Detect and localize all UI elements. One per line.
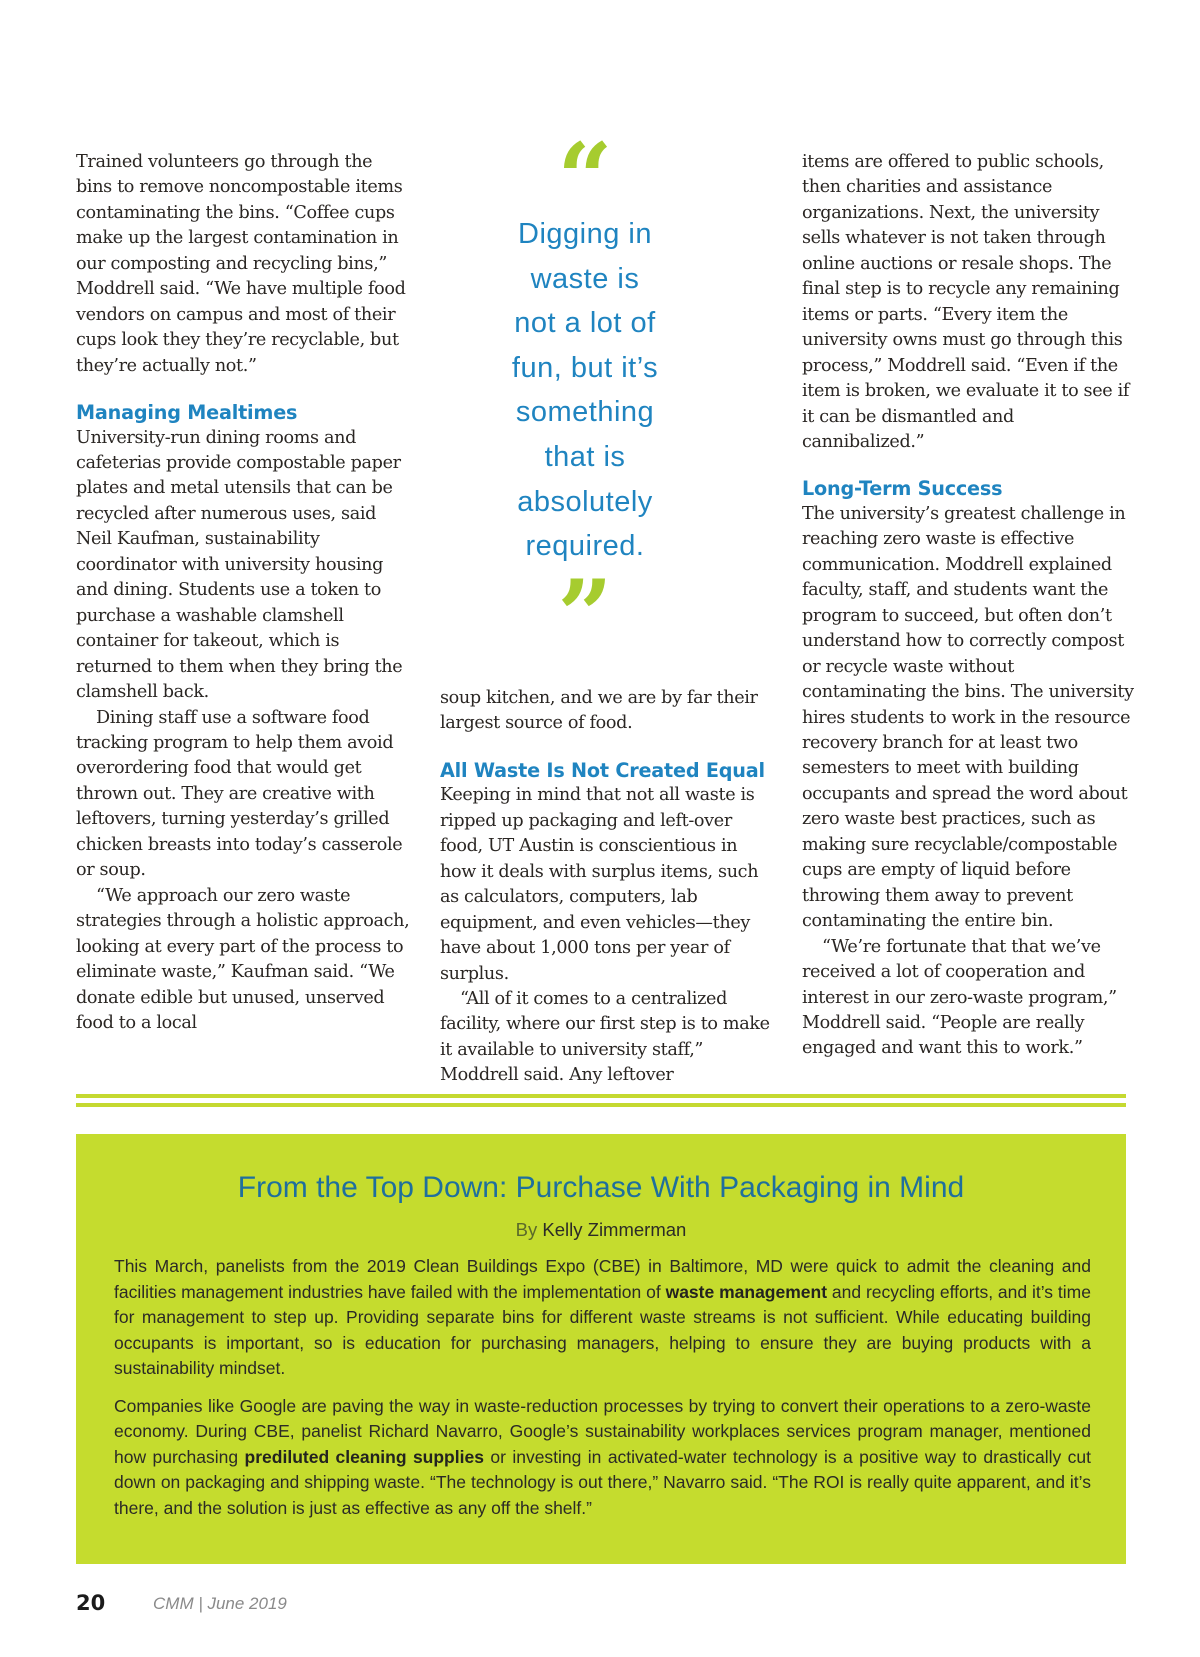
sidebar-title: From the Top Down: Purchase With Packaging in Mind: [237, 1171, 965, 1204]
byline-author: Kelly Zimmerman: [542, 1219, 687, 1240]
subheading-all-waste: All Waste Is Not Created Equal: [440, 758, 765, 782]
pull-quote-line: required.: [525, 530, 645, 563]
pull-quote-line: something: [515, 396, 655, 429]
paragraph: items are offered to public schools, then charities and assistance organizations. Next, the university sells whatever is not taken through online auctions or resale shops. The final step is to recycle any remaining items or parts. “Every item the university owns must go through this process,” Moddrell said. “Even if the item is broken, we evaluate it to see if it can be dismantled and cannibalized.”: [802, 152, 1130, 452]
text-run: Companies like Google are paving the way in waste-reduction processes by trying to convert their operations to a zero-waste economy. During CBE, panelist Richard Navarro, Google’s sustainability workplaces services program manager, mentioned how purchasing: [114, 1395, 1091, 1467]
link-prediluted-cleaning-supplies[interactable]: prediluted cleaning supplies: [244, 1446, 484, 1467]
sidebar-box: [76, 1134, 1126, 1564]
sidebar-body: [114, 1254, 1091, 1533]
paragraph: soup kitchen, and we are by far their largest source of food.: [440, 688, 758, 734]
paragraph: Keeping in mind that not all waste is ripped up packaging and left-over food, UT Austin is conscientious in how it deals with surplus items, such as calculators, computers, lab equipment, and even vehicles—they have about 1,000 tons per year of surplus.: [440, 785, 759, 984]
divider-rule: [76, 1103, 1126, 1107]
paragraph: “All of it comes to a centralized facility, where our first step is to make it available to university staff,” Moddrell said. Any leftover: [440, 988, 770, 1086]
paragraph: The university’s greatest challenge in reaching zero waste is effective communication. Moddrell explained faculty, staff, and students want the program to succeed, but often don’t understand how to correctly compost or recycle waste without contaminating the bins. The university hires students to work in the resource recovery branch for at least two semesters to meet with building occupants and spread the word about zero waste best practices, such as making sure recyclable/compostable cups are empty of liquid before throwing them away to prevent contaminating the entire bin.: [802, 503, 1134, 932]
pull-quote-line: Digging in: [518, 218, 652, 250]
pull-quote-line: fun, but it’s: [511, 351, 659, 384]
paragraph: “We’re fortunate that that we’ve received a lot of cooperation and interest in our zero-waste program,” Moddrell said. “People are really engaged and want this to work.”: [802, 936, 1117, 1059]
subheading-long-term-success: Long-Term Success: [802, 477, 1003, 501]
paragraph: “We approach our zero waste strategies through a holistic approach, looking at every part of the process to eliminate waste,” Kaufman said. “We donate edible but unused, unserved food to a local: [76, 885, 410, 1033]
subheading-managing-mealtimes: Managing Mealtimes: [76, 401, 298, 425]
publication-info: CMM | June 2019: [153, 1594, 287, 1613]
pull-quote-line: that is: [544, 440, 626, 473]
sidebar-paragraph: [114, 1254, 1091, 1382]
pull-quote-line: waste is: [530, 262, 640, 295]
article-column-1: [76, 150, 411, 1068]
byline: [76, 1218, 1126, 1242]
divider-rule: [76, 1094, 1126, 1098]
close-quote-mark: ”: [557, 558, 613, 672]
text-run: or investing in activated-water technology is a positive way to drastically cut down on packaging and shipping waste. “The technology is out there,” Navarro said. “The ROI is really quite apparent, and it’s there, and the solution is just as effective as any off the shelf.”: [114, 1446, 1091, 1518]
page-number: 20: [76, 1591, 106, 1615]
link-waste-management[interactable]: waste management: [665, 1281, 828, 1302]
text-run: This March, panelists from the 2019 Clean Buildings Expo (CBE) in Baltimore, MD were quick to admit the cleaning and facilities management industries have failed with the implementation of: [114, 1256, 1091, 1302]
paragraph: University-run dining rooms and cafeterias provide compostable paper plates and metal utensils that can be recycled after numerous uses, said Neil Kaufman, sustainability coordinator with university housing and dining. Students use a token to purchase a washable clamshell container for takeout, which is returned to them when they bring the clamshell back.: [76, 427, 403, 703]
pull-quote-line: absolutely: [517, 485, 653, 518]
article-column-3: [802, 150, 1137, 1068]
open-quote-mark: “: [557, 122, 613, 235]
paragraph: Dining staff use a software food tracking program to help them avoid overordering food that would get thrown out. They are creative with leftovers, turning yesterday’s grilled chicken breasts into today’s casserole or soup.: [76, 707, 403, 881]
pull-quote-line: not a lot of: [514, 307, 656, 340]
text-run: and recycling efforts, and it’s time for management to step up. Providing separate bins for different waste streams is not sufficient. While educating building occupants is important, so is education for purchasing managers, helping to ensure they are buying products with a sustainability mindset.: [114, 1281, 1091, 1378]
paragraph: Trained volunteers go through the bins to remove noncompostable items contaminating the bins. “Coffee cups make up the largest contamination in our composting and recycling bins,” Moddrell said. “We have multiple food vendors on campus and most of their cups look they they’re recyclable, but they’re actually not.”: [76, 152, 406, 376]
sidebar-paragraph: [114, 1394, 1091, 1522]
byline-by: By: [515, 1219, 538, 1240]
article-column-2: [440, 686, 770, 1086]
pull-quote: [480, 122, 690, 672]
